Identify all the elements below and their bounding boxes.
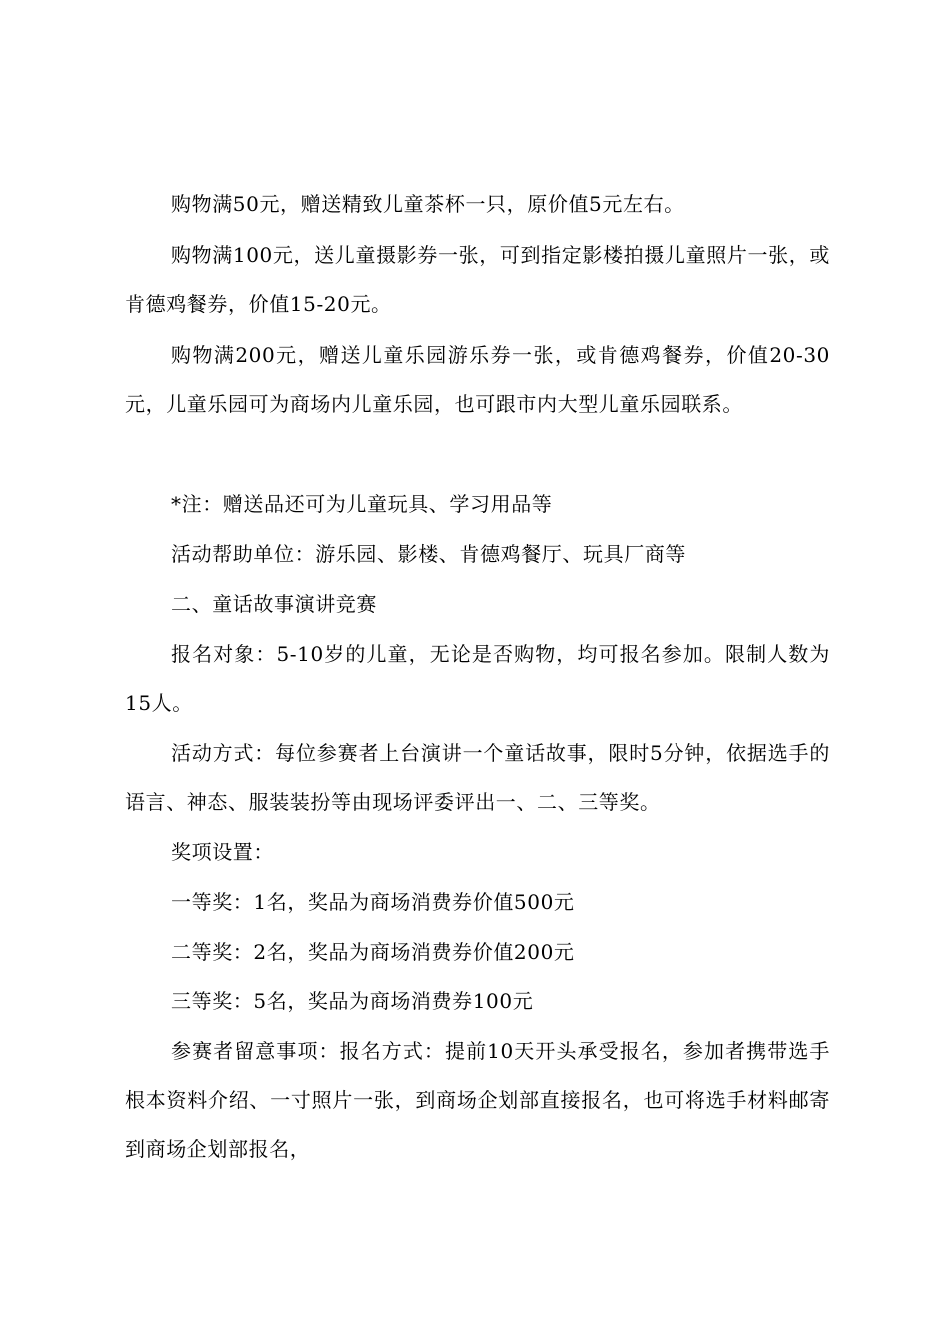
paragraph-gift-50: 购物满50元，赠送精致儿童茶杯一只，原价值5元左右。 xyxy=(171,192,685,216)
paragraph-awards-heading: 奖项设置： xyxy=(171,840,274,864)
section-heading-story-contest: 二、童话故事演讲竞赛 xyxy=(171,592,377,616)
paragraph-third-prize: 三等奖：5名，奖品为商场消费券100元 xyxy=(171,989,534,1013)
paragraph-eligibility: 报名对象：5-10岁的儿童，无论是否购物，均可报名参加。限制人数为15人。 xyxy=(125,642,830,715)
paragraph-registration: 参赛者留意事项：报名方式：提前10天开头承受报名，参加者携带选手根本资料介绍、一寸照片一张，到商场企划部直接报名，也可将选手材料邮寄到商场企划部报名， xyxy=(125,1039,830,1161)
paragraph-method: 活动方式：每位参赛者上台演讲一个童话故事，限时5分钟，依据选手的语言、神态、服装装扮等由现场评委评出一、二、三等奖。 xyxy=(125,741,830,814)
paragraph-gift-200: 购物满200元，赠送儿童乐园游乐券一张，或肯德鸡餐券，价值20-30元，儿童乐园可为商场内儿童乐园，也可跟市内大型儿童乐园联系。 xyxy=(125,343,830,416)
paragraph-note: *注：赠送品还可为儿童玩具、学习用品等 xyxy=(171,492,553,516)
paragraph-first-prize: 一等奖：1名，奖品为商场消费券价值500元 xyxy=(171,890,575,914)
paragraph-second-prize: 二等奖：2名，奖品为商场消费券价值200元 xyxy=(171,940,575,964)
paragraph-sponsors: 活动帮助单位：游乐园、影楼、肯德鸡餐厅、玩具厂商等 xyxy=(171,542,686,566)
paragraph-gift-100: 购物满100元，送儿童摄影券一张，可到指定影楼拍摄儿童照片一张，或肯德鸡餐券，价值15-20元。 xyxy=(125,243,830,316)
